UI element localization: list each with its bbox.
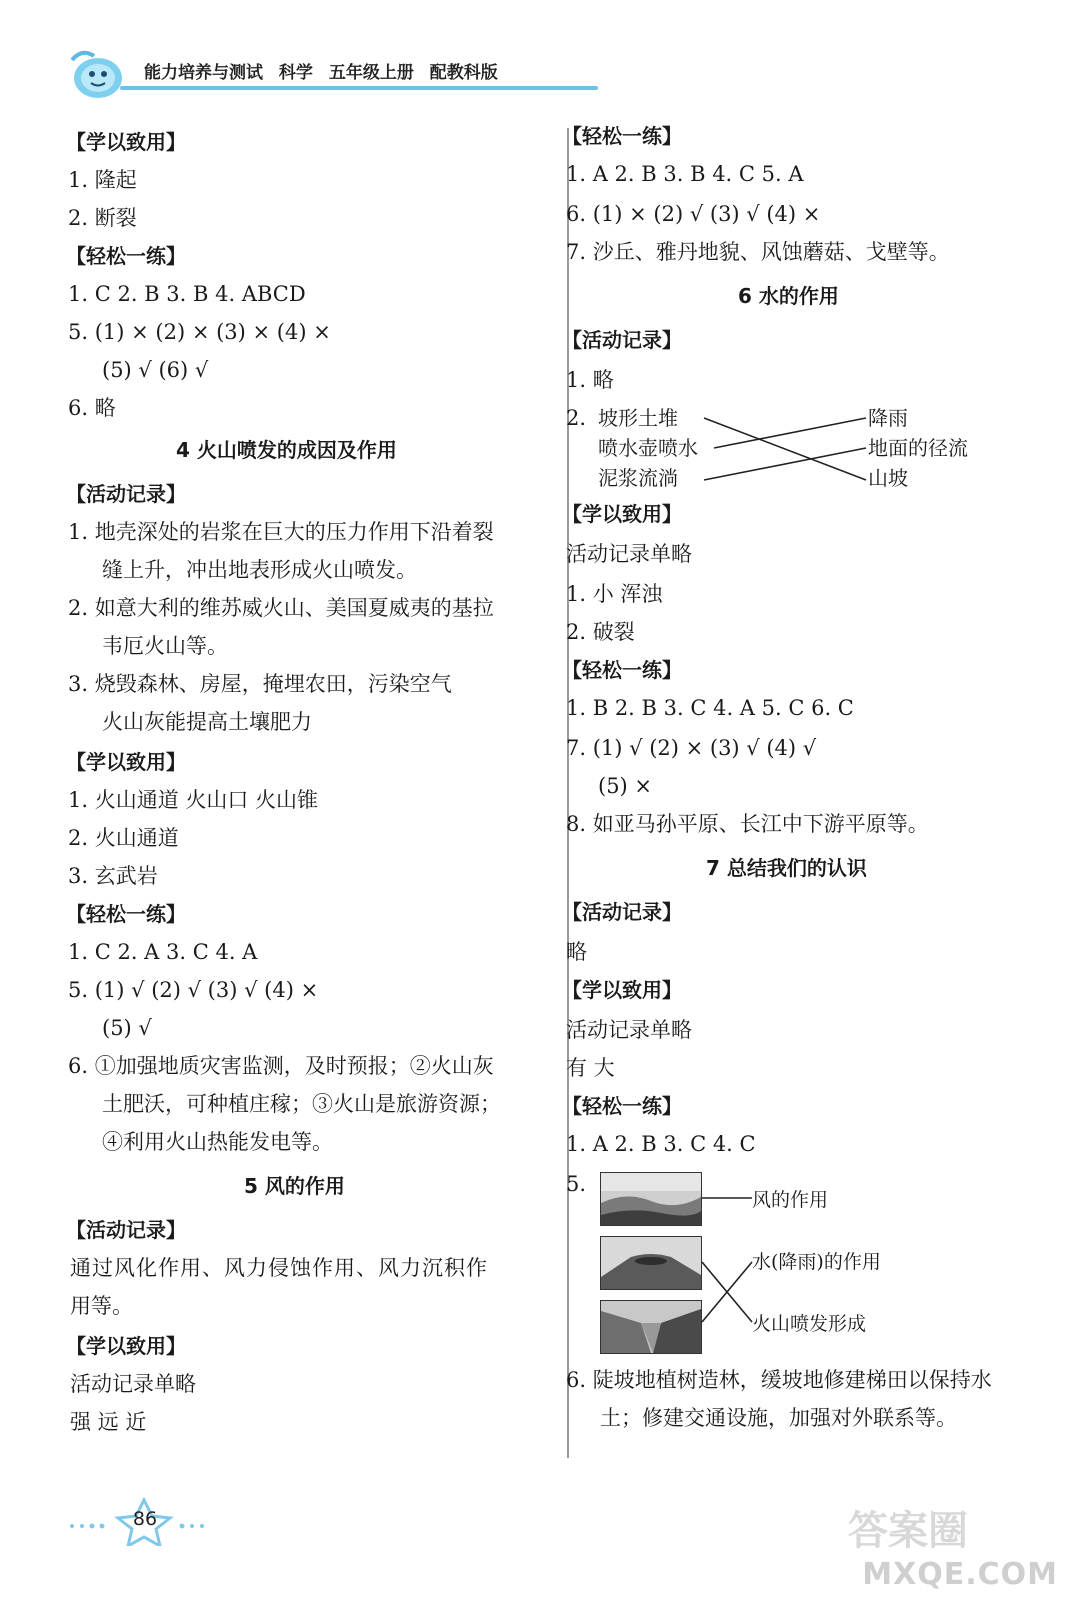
section-heading: 【学以致用】 [66, 750, 186, 774]
answer-line: 1. 小 浑浊 [566, 582, 663, 606]
answer-line: (5) × [598, 774, 653, 798]
answer-line: 3. 烧毁森林、房屋，掩埋农田，污染空气 [68, 672, 452, 696]
page-number: 86 [132, 1508, 158, 1530]
photo-label: 火山喷发形成 [752, 1313, 867, 1335]
answer-line: (5) √ (6) √ [102, 358, 209, 382]
section-heading: 【轻松一练】 [66, 902, 186, 926]
answer-line: 1. A 2. B 3. B 4. C 5. A [566, 162, 804, 186]
answer-line: 土肥沃，可种植庄稼；③火山是旅游资源； [102, 1092, 501, 1116]
answer-line: 土；修建交通设施，加强对外联系等。 [600, 1406, 957, 1430]
chapter-title: 5 风的作用 [244, 1174, 345, 1198]
answer-line: 2. 破裂 [566, 620, 635, 644]
landscape-photo-crater [600, 1236, 702, 1290]
page-header [62, 44, 542, 102]
answer-line: 3. 玄武岩 [68, 864, 158, 888]
chapter-title: 7 总结我们的认识 [706, 856, 867, 880]
match-left-item: 坡形土堆 [598, 406, 678, 430]
answer-line: 火山灰能提高土壤肥力 [102, 710, 312, 734]
header-underline [120, 86, 598, 90]
answer-line: 1. 地壳深处的岩浆在巨大的压力作用下沿着裂 [68, 520, 494, 544]
photo-label: 水(降雨)的作用 [752, 1251, 881, 1273]
answer-line: 用等。 [70, 1294, 133, 1318]
answer-line: 缝上升，冲出地表形成火山喷发。 [102, 558, 417, 582]
answer-line: 6. 略 [68, 396, 116, 420]
answer-line: 5. (1) × (2) × (3) × (4) × [68, 320, 331, 344]
photo-label: 风的作用 [752, 1189, 829, 1211]
section-heading: 【轻松一练】 [66, 244, 186, 268]
section-heading: 【活动记录】 [66, 1218, 186, 1242]
chapter-title: 6 水的作用 [738, 284, 839, 308]
section-heading: 【学以致用】 [66, 130, 186, 154]
matching-lines [700, 404, 872, 494]
answer-line: 1. 火山通道 火山口 火山锥 [68, 788, 319, 812]
answer-line: 活动记录单略 [70, 1372, 196, 1396]
answer-line: 7. (1) √ (2) × (3) √ (4) √ [566, 736, 817, 760]
answer-line: ④利用火山热能发电等。 [102, 1130, 333, 1154]
answer-line: 1. B 2. B 3. C 4. A 5. C 6. C [566, 696, 854, 720]
section-heading: 【轻松一练】 [562, 1094, 682, 1118]
answer-line: 有 大 [566, 1056, 615, 1080]
answer-line: 1. 略 [566, 368, 614, 392]
answer-line: 2. 断裂 [68, 206, 137, 230]
answer-line: 韦厄火山等。 [102, 634, 228, 658]
watermark-url: MXQE.COM [862, 1557, 1058, 1592]
answer-line: 7. 沙丘、雅丹地貌、风蚀蘑菇、戈壁等。 [566, 240, 950, 264]
match-right-item: 山坡 [868, 466, 908, 490]
answer-line: 2. 火山通道 [68, 826, 179, 850]
answer-line: (5) √ [102, 1016, 152, 1040]
match-left-item: 喷水壶喷水 [598, 436, 698, 460]
header-title: 能力培养与测试 科学 五年级上册 配教科版 [144, 63, 498, 83]
answer-line: 活动记录单略 [566, 542, 692, 566]
match-right-item: 降雨 [868, 406, 908, 430]
watermark-logo: 答案圈 [848, 1508, 968, 1554]
section-heading: 【轻松一练】 [562, 124, 682, 148]
landscape-photo-gully [600, 1300, 702, 1354]
answer-line: 5. [566, 1172, 587, 1196]
section-heading: 【活动记录】 [562, 328, 682, 352]
answer-line: 1. A 2. B 3. C 4. C [566, 1132, 756, 1156]
section-heading: 【活动记录】 [66, 482, 186, 506]
answer-line: 通过风化作用、风力侵蚀作用、风力沉积作 [70, 1256, 488, 1280]
answer-line: 活动记录单略 [566, 1018, 692, 1042]
answer-line: 略 [566, 940, 587, 964]
answer-line: 2. [566, 406, 587, 430]
answer-line: 1. 隆起 [68, 168, 137, 192]
section-heading: 【轻松一练】 [562, 658, 682, 682]
answer-line: 8. 如亚马孙平原、长江中下游平原等。 [566, 812, 929, 836]
answer-line: 6. 陡坡地植树造林，缓坡地修建梯田以保持水 [566, 1368, 992, 1392]
mascot-logo [62, 44, 132, 102]
match-right-item: 地面的径流 [868, 436, 968, 460]
landscape-photo-dunes [600, 1172, 702, 1226]
section-heading: 【活动记录】 [562, 900, 682, 924]
answer-line: 1. C 2. A 3. C 4. A [68, 940, 258, 964]
answer-line: 2. 如意大利的维苏威火山、美国夏威夷的基拉 [68, 596, 494, 620]
section-heading: 【学以致用】 [562, 502, 682, 526]
page-number-badge [62, 1496, 242, 1546]
chapter-title: 4 火山喷发的成因及作用 [176, 438, 397, 462]
photo-matching-lines [700, 1180, 754, 1330]
match-left-item: 泥浆流淌 [598, 466, 678, 490]
answer-line: 强 远 近 [70, 1410, 147, 1434]
section-heading: 【学以致用】 [66, 1334, 186, 1358]
answer-line: 6. (1) × (2) √ (3) √ (4) × [566, 202, 821, 226]
answer-line: 5. (1) √ (2) √ (3) √ (4) × [68, 978, 319, 1002]
section-heading: 【学以致用】 [562, 978, 682, 1002]
answer-line: 1. C 2. B 3. B 4. ABCD [68, 282, 306, 306]
answer-line: 6. ①加强地质灾害监测，及时预报；②火山灰 [68, 1054, 494, 1078]
